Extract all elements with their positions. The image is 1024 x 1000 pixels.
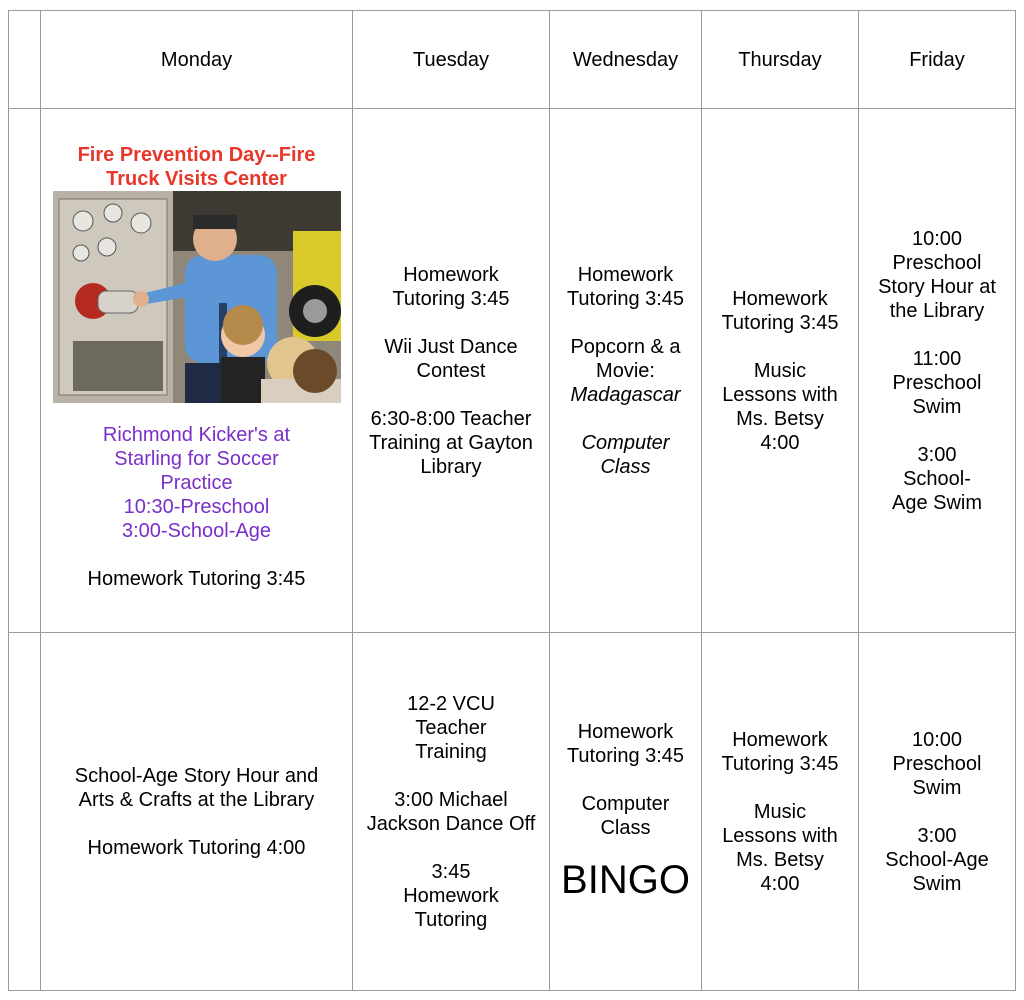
soccer-school-age-time: 3:00-School-Age (122, 520, 271, 542)
cell-week2-tuesday (353, 633, 550, 991)
bingo-text: BINGO (561, 857, 690, 902)
corner-cell (9, 11, 41, 109)
school-age-swim-week1: 3:00 School-Age Swim (891, 443, 983, 514)
homework-tutoring-thursday: Homework Tutoring 3:45 (721, 287, 839, 334)
fire-truck-photo (53, 191, 341, 403)
homework-tutoring-wednesday-wk2: Homework Tutoring 3:45 (566, 720, 685, 767)
fire-prevention-title: Fire Prevention Day--Fire Truck Visits Center (77, 144, 316, 190)
day-header-thursday: Thursday (702, 11, 859, 109)
homework-tutoring-wednesday: Homework Tutoring 3:45 (566, 263, 685, 310)
cell-week2-friday (859, 633, 1016, 991)
homework-tutoring-thursday-wk2: Homework Tutoring 3:45 (721, 728, 839, 775)
vcu-teacher-training: 12-2 VCU Teacher Training (407, 692, 495, 763)
week-row-1 (9, 109, 1016, 633)
computer-class-wednesday: Computer Class (581, 431, 670, 478)
cell-week2-thursday (702, 633, 859, 991)
preschool-story-hour: 10:00 Preschool Story Hour at the Library (878, 227, 996, 322)
header-row (9, 11, 1016, 109)
computer-class-wednesday-wk2: Computer Class (581, 792, 670, 839)
teacher-training-gayton: 6:30-8:00 Teacher Training at Gayton Library (369, 407, 533, 478)
movie-title: Madagascar (570, 383, 681, 406)
cell-week1-thursday (702, 109, 859, 633)
day-header-tuesday: Tuesday (353, 11, 550, 109)
homework-tutoring-monday-wk2: Homework Tutoring 4:00 (87, 836, 306, 859)
music-lessons-thursday: Music Lessons with Ms. Betsy 4:00 (722, 359, 838, 454)
music-lessons-thursday-wk2: Music Lessons with Ms. Betsy 4:00 (722, 800, 838, 895)
day-header-monday: Monday (41, 11, 353, 109)
week-row-2 (9, 633, 1016, 991)
cell-week2-wednesday (550, 633, 702, 991)
story-hour-arts-crafts: School-Age Story Hour and Arts & Crafts at the Library (74, 764, 319, 811)
popcorn-movie-text: Popcorn & a Movie: (570, 335, 681, 382)
cell-week1-friday (859, 109, 1016, 633)
cell-week1-wednesday (550, 109, 702, 633)
michael-jackson-dance-off: 3:00 Michael Jackson Dance Off (366, 788, 536, 835)
wii-dance-contest: Wii Just Dance Contest (384, 335, 518, 382)
homework-tutoring-tuesday-wk2: 3:45 Homework Tutoring (403, 860, 499, 931)
cell-week1-tuesday (353, 109, 550, 633)
preschool-swim-1100: 11:00 Preschool Swim (892, 347, 982, 418)
school-age-swim-week2: 3:00 School-Age Swim (885, 824, 989, 895)
cell-week2-monday (41, 633, 353, 991)
day-header-wednesday: Wednesday (550, 11, 702, 109)
preschool-swim-1000: 10:00 Preschool Swim (892, 728, 982, 799)
cell-week1-monday (41, 109, 353, 633)
week-label-cell (9, 109, 41, 633)
homework-tutoring-monday: Homework Tutoring 3:45 (87, 568, 306, 590)
soccer-practice-text: Richmond Kicker's at Starling for Soccer Practice (102, 424, 291, 494)
week-label-cell (9, 633, 41, 991)
weekly-calendar-table (8, 10, 1016, 991)
day-header-friday: Friday (859, 11, 1016, 109)
homework-tutoring-tuesday: Homework Tutoring 3:45 (392, 263, 510, 310)
soccer-preschool-time: 10:30-Preschool (123, 496, 270, 518)
